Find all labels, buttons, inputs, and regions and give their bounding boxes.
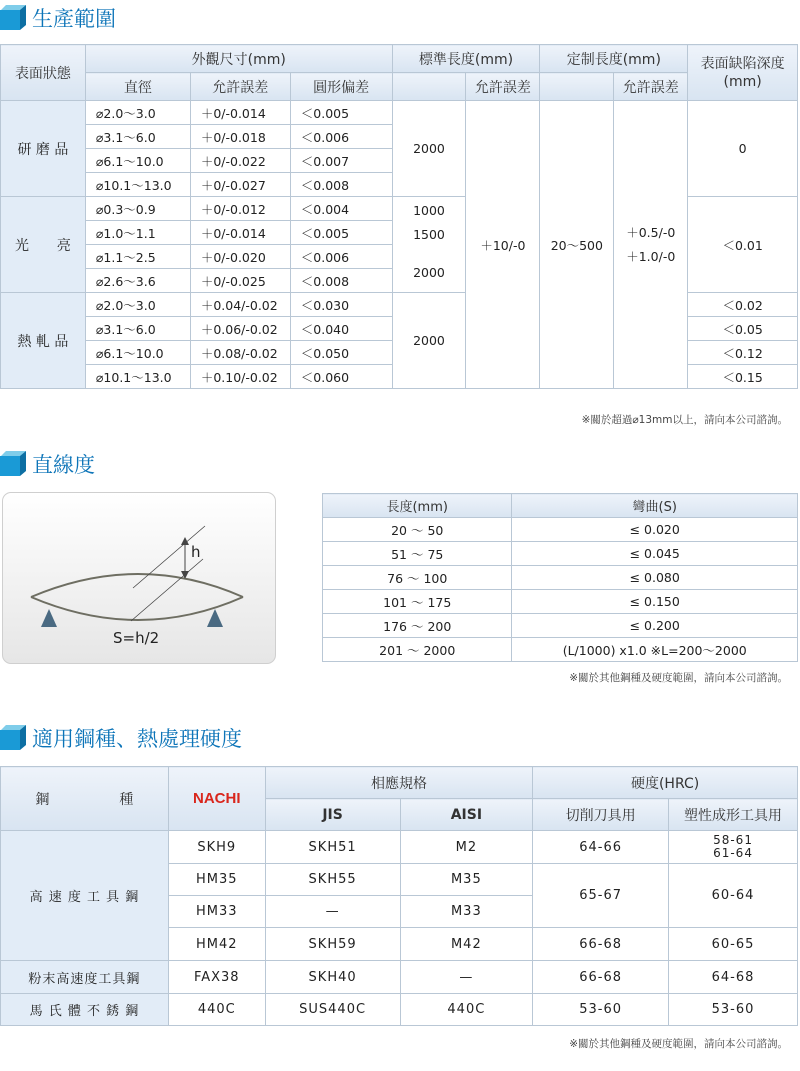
h-label: h xyxy=(191,543,201,561)
header-diameter: 直徑 xyxy=(85,73,190,101)
tolerance-cell: ＋0/-0.018 xyxy=(190,125,290,149)
roundness-cell: ＜0.005 xyxy=(290,221,392,245)
roundness-cell: ＜0.006 xyxy=(290,125,392,149)
steel-hardness-table xyxy=(0,766,798,1026)
diameter-cell: ⌀6.1～10.0 xyxy=(85,149,190,173)
header-cutting-tools: 切削刀具用 xyxy=(533,799,669,831)
tolerance-cell: ＋0/-0.027 xyxy=(190,173,290,197)
header-hardness: 硬度(HRC) xyxy=(533,767,798,799)
diameter-cell: ⌀0.3～0.9 xyxy=(85,197,190,221)
jis-grade: SKH55 xyxy=(265,864,400,896)
custom-tolerance-1: ＋0.5/-0 xyxy=(626,224,676,240)
header-roundness: 圓形偏差 xyxy=(290,73,392,101)
support-right-icon xyxy=(207,609,223,627)
aisi-grade: M35 xyxy=(400,864,533,896)
cutting-hardness: 66-68 xyxy=(533,928,669,961)
diameter-cell: ⌀2.0～3.0 xyxy=(85,101,190,125)
production-note: ※關於超過⌀13mm以上，請向本公司諮詢。 xyxy=(581,414,788,426)
group-high-speed-steel: 高 速 度 工 具 鋼 xyxy=(1,831,169,961)
header-defect-depth: 表面缺陷深度 (mm) xyxy=(688,45,798,101)
roundness-cell: ＜0.004 xyxy=(290,197,392,221)
header-custom-length: 定制長度(mm) xyxy=(540,45,688,73)
cutting-hardness: 66-68 xyxy=(533,961,669,994)
aisi-grade: M42 xyxy=(400,928,533,961)
diameter-cell: ⌀2.0～3.0 xyxy=(85,293,190,317)
length-cell: 101 ～ 175 xyxy=(323,590,512,614)
jis-grade: SKH51 xyxy=(265,831,400,864)
cutting-hardness: 65-67 xyxy=(533,864,669,928)
header-standard-length: 標準長度(mm) xyxy=(392,45,540,73)
header-custom-blank xyxy=(540,73,614,101)
forming-hardness: 64-68 xyxy=(669,961,798,994)
header-length: 長度(mm) xyxy=(323,494,512,518)
forming-hardness: 60-64 xyxy=(669,864,798,928)
defect-cell: ＜0.15 xyxy=(688,365,798,389)
diameter-cell: ⌀10.1～13.0 xyxy=(85,365,190,389)
bend-curve-upper xyxy=(31,574,243,597)
header-steel-type: 鋼 種 xyxy=(1,767,169,831)
std-length-cell: 2000 xyxy=(392,293,466,389)
roundness-cell: ＜0.050 xyxy=(290,341,392,365)
section-title-steel xyxy=(0,722,242,754)
tolerance-cell: ＋0.08/-0.02 xyxy=(190,341,290,365)
aisi-grade: M2 xyxy=(400,831,533,864)
group-powder-hss: 粉末高速度工具鋼 xyxy=(1,961,169,994)
header-jis: JIS xyxy=(265,799,400,831)
cube-icon xyxy=(0,5,26,31)
bend-cell: (L/1000) x1.0 ※L=200～2000 xyxy=(512,638,798,662)
jis-grade: — xyxy=(265,896,400,928)
aisi-grade: 440C xyxy=(400,994,533,1026)
straightness-note: ※關於其他鋼種及硬度範圍，請向本公司諮詢。 xyxy=(569,672,788,684)
diameter-cell: ⌀1.0～1.1 xyxy=(85,221,190,245)
steel-note: ※關於其他鋼種及硬度範圍，請向本公司諮詢。 xyxy=(569,1038,788,1050)
roundness-cell: ＜0.007 xyxy=(290,149,392,173)
bend-curve-lower xyxy=(31,597,243,620)
diameter-cell: ⌀6.1～10.0 xyxy=(85,341,190,365)
group-hot-rolled: 熱 軋 品 xyxy=(1,293,86,389)
tolerance-cell: ＋0.10/-0.02 xyxy=(190,365,290,389)
defect-cell: ＜0.05 xyxy=(688,317,798,341)
defect-cell: ＜0.01 xyxy=(688,197,798,293)
bend-cell: ≤ 0.045 xyxy=(512,542,798,566)
straightness-table xyxy=(322,493,798,662)
std-length-value: 2000 xyxy=(413,265,445,280)
tolerance-cell: ＋0/-0.020 xyxy=(190,245,290,269)
forming-hardness xyxy=(669,831,798,864)
nachi-grade: SKH9 xyxy=(168,831,265,864)
section-title-text: 直線度 xyxy=(32,453,95,477)
diameter-cell: ⌀1.1～2.5 xyxy=(85,245,190,269)
length-cell: 176 ～ 200 xyxy=(323,614,512,638)
forming-hardness: 53-60 xyxy=(669,994,798,1026)
aisi-grade: — xyxy=(400,961,533,994)
bend-cell: ≤ 0.200 xyxy=(512,614,798,638)
nachi-grade: FAX38 xyxy=(168,961,265,994)
diameter-cell: ⌀3.1～6.0 xyxy=(85,317,190,341)
diameter-cell: ⌀3.1～6.0 xyxy=(85,125,190,149)
custom-tolerance-2: ＋1.0/-0 xyxy=(626,248,676,264)
std-length-value: 1500 xyxy=(413,227,445,242)
jis-grade: SKH40 xyxy=(265,961,400,994)
tolerance-cell: ＋0/-0.012 xyxy=(190,197,290,221)
roundness-cell: ＜0.006 xyxy=(290,245,392,269)
custom-tolerance-cell xyxy=(614,101,688,389)
header-custom-tolerance: 允許誤差 xyxy=(614,73,688,101)
jis-grade: SUS440C xyxy=(265,994,400,1026)
roundness-cell: ＜0.030 xyxy=(290,293,392,317)
nachi-grade: HM42 xyxy=(168,928,265,961)
tolerance-cell: ＋0.06/-0.02 xyxy=(190,317,290,341)
header-outer-size: 外觀尺寸(mm) xyxy=(85,45,392,73)
support-left-icon xyxy=(41,609,57,627)
length-cell: 51 ～ 75 xyxy=(323,542,512,566)
diameter-cell: ⌀10.1～13.0 xyxy=(85,173,190,197)
header-std-tolerance: 允許誤差 xyxy=(466,73,540,101)
header-std-blank xyxy=(392,73,466,101)
section-title-straightness xyxy=(0,448,95,480)
section-title-production xyxy=(0,2,116,34)
jis-grade: SKH59 xyxy=(265,928,400,961)
custom-range-cell: 20～500 xyxy=(540,101,614,389)
straightness-diagram xyxy=(2,492,276,664)
cube-icon xyxy=(0,725,26,751)
header-forming-tools: 塑性成形工具用 xyxy=(669,799,798,831)
cutting-hardness: 53-60 xyxy=(533,994,669,1026)
nachi-logo: NACHI xyxy=(168,767,265,831)
group-martensitic-stainless: 馬 氏 體 不 銹 鋼 xyxy=(1,994,169,1026)
roundness-cell: ＜0.060 xyxy=(290,365,392,389)
nachi-grade: 440C xyxy=(168,994,265,1026)
aisi-grade: M33 xyxy=(400,896,533,928)
section-title-text: 生產範圍 xyxy=(32,7,116,31)
std-length-cell: 2000 xyxy=(392,101,466,197)
header-tolerance: 允許誤差 xyxy=(190,73,290,101)
roundness-cell: ＜0.005 xyxy=(290,101,392,125)
production-range-table xyxy=(0,44,798,389)
tolerance-cell: ＋0/-0.022 xyxy=(190,149,290,173)
bend-cell: ≤ 0.150 xyxy=(512,590,798,614)
cutting-hardness: 64-66 xyxy=(533,831,669,864)
header-aisi: AISI xyxy=(400,799,533,831)
roundness-cell: ＜0.008 xyxy=(290,269,392,293)
forming-hardness: 60-65 xyxy=(669,928,798,961)
header-bend: 彎曲(S) xyxy=(512,494,798,518)
tolerance-cell: ＋0/-0.025 xyxy=(190,269,290,293)
length-cell: 76 ～ 100 xyxy=(323,566,512,590)
nachi-grade: HM33 xyxy=(168,896,265,928)
roundness-cell: ＜0.008 xyxy=(290,173,392,197)
tolerance-cell: ＋0.04/-0.02 xyxy=(190,293,290,317)
defect-cell: ＜0.02 xyxy=(688,293,798,317)
std-tolerance-cell: ＋10/-0 xyxy=(466,101,540,389)
cube-icon xyxy=(0,451,26,477)
header-standards: 相應規格 xyxy=(265,767,533,799)
defect-cell: ＜0.12 xyxy=(688,341,798,365)
section-title-text: 適用鋼種、熱處理硬度 xyxy=(32,727,242,751)
bend-cell: ≤ 0.020 xyxy=(512,518,798,542)
roundness-cell: ＜0.040 xyxy=(290,317,392,341)
header-surface: 表面狀態 xyxy=(1,45,86,101)
defect-cell: 0 xyxy=(688,101,798,197)
tolerance-cell: ＋0/-0.014 xyxy=(190,221,290,245)
std-length-value: 1000 xyxy=(413,203,445,218)
forming-hardness-2: 61-64 xyxy=(713,846,753,860)
tolerance-cell: ＋0/-0.014 xyxy=(190,101,290,125)
length-cell: 20 ～ 50 xyxy=(323,518,512,542)
nachi-grade: HM35 xyxy=(168,864,265,896)
std-length-cell xyxy=(392,197,466,293)
length-cell: 201 ～ 2000 xyxy=(323,638,512,662)
formula-label: S=h/2 xyxy=(113,629,160,647)
bend-cell: ≤ 0.080 xyxy=(512,566,798,590)
diameter-cell: ⌀2.6～3.6 xyxy=(85,269,190,293)
forming-hardness-1: 58-61 xyxy=(713,833,753,847)
guide-line-lower xyxy=(131,559,203,621)
group-bright: 光 亮 xyxy=(1,197,86,293)
group-ground: 研 磨 品 xyxy=(1,101,86,197)
